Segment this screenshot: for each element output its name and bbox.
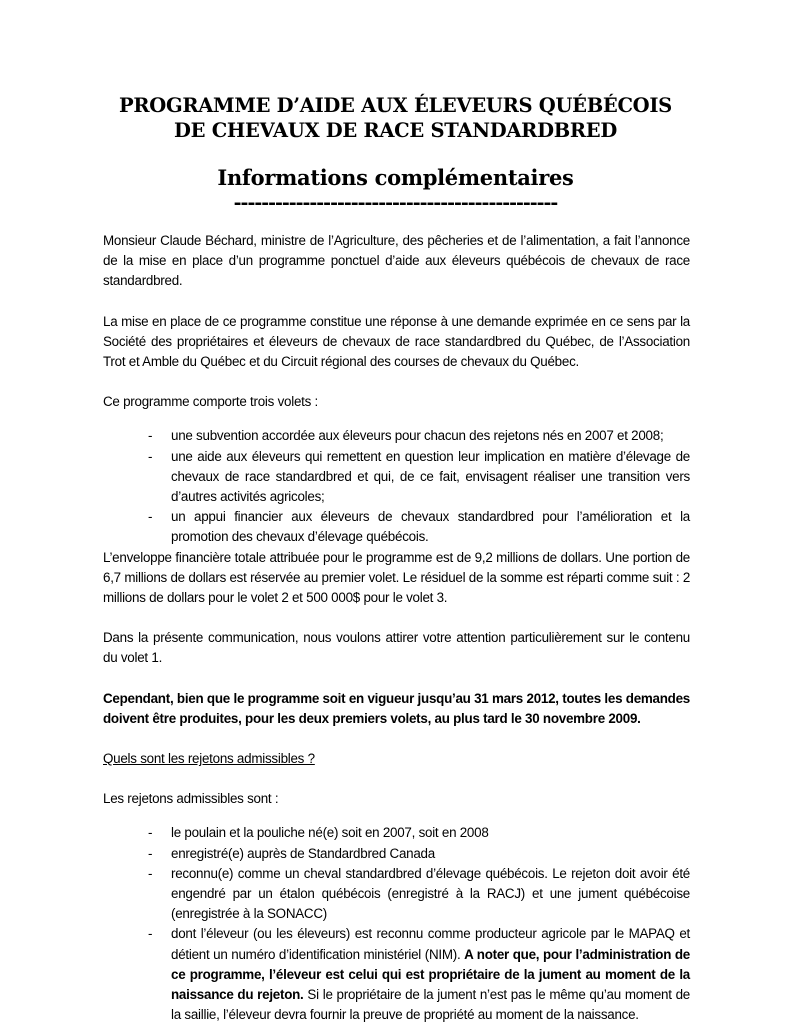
section-heading: Quels sont les rejetons admissibles ? [103,751,315,767]
subtitle: Informations complémentaires [217,165,574,190]
bullet-dash: - [148,509,153,525]
bullet-dash: - [148,448,153,464]
deadline-bold-text: Cependant, bien que le programme soit en vigueur jusqu’au 31 mars 2012, toutes les demandes doivent être produites, pour les deux premiers volets, au plus tard le 30 novembre 2009. [103,690,690,726]
list-item [103,507,690,547]
document-body [103,231,690,1026]
bullet-dash: - [148,845,153,861]
list-item-text: Si le propriétaire de la jument n’est pas le même qu’au moment de la saillie, l’éleveur devra fournir la preuve de propriété au moment de la naissance. [171,987,690,1023]
list-item-bold-text: A noter que, pour l’administration de ce programme, l’éleveur est celui qui est propriétaire de la jument au moment de la naissance du rejeton. [171,946,690,1003]
paragraph-focus: Dans la présente communication, nous voulons attirer votre attention particulièrement sur le contenu du volet 1. [103,630,690,666]
paragraph-announcement: Monsieur Claude Béchard, ministre de l’Agriculture, des pêcheries et de l’alimentation, a fait l’annonce de la mise en place d’un programme ponctuel d’aide aux éleveurs québécois de chevaux de race standardbred. [103,233,690,289]
list-item-text: enregistré(e) auprès de Standardbred Canada [171,845,435,861]
paragraph-context: La mise en place de ce programme constitue une réponse à une demande exprimée en ce sens par la Société des propriétaires et éleveurs de chevaux de race standardbred du Québec, de l’Association Trot et Amble du Québec et du Circuit régional des courses de chevaux du Québec. [103,313,690,370]
list-item-text: une subvention accordée aux éleveurs pour chacun des rejetons nés en 2007 et 2008; [171,428,664,444]
list-item-text: dont l’éleveur (ou les éleveurs) est reconnu comme producteur agricole par le MAPAQ et détient un numéro d’identification ministériel (NIM). [171,926,690,962]
list-item-text: une aide aux éleveurs qui remettent en question leur implication en matière d’élevage de chevaux de race standardbred et qui, de ce fait, envisagent réaliser une transition vers d’autres activités agricoles; [171,448,690,505]
list-item [103,844,690,864]
list-item [103,426,690,446]
list-item-text: un appui financier aux éleveurs de chevaux standardbred pour l’amélioration et la promotion des chevaux d’élevage québécois. [171,509,690,545]
bullet-dash: - [148,865,153,881]
criteria-list [103,823,690,1025]
paragraph-volets-intro: Ce programme comporte trois volets : [103,394,318,410]
title-line-1: PROGRAMME D’AIDE AUX ÉLEVEURS QUÉBÉCOIS [119,94,672,117]
paragraph-criteria-intro: Les rejetons admissibles sont : [103,791,279,807]
bullet-dash: - [148,926,153,942]
bullet-dash: - [148,825,153,841]
list-item [103,823,690,843]
bullet-dash: - [148,428,153,444]
paragraph-budget: L’enveloppe financière totale attribuée pour le programme est de 9,2 millions de dollars. Une portion de 6,7 millions de dollars est réservée au premier volet. Le résiduel de la somme est réparti comme suit : 2 millions de dollars pour le volet 2 et 500 000$ pour le volet 3. [103,549,691,606]
separator: ----------------------------------------------- [233,192,558,214]
list-item [103,864,690,925]
document-title [0,93,791,143]
list-item-text: le poulain et la pouliche né(e) soit en 2007, soit en 2008 [171,825,489,841]
list-item-text: reconnu(e) comme un cheval standardbred d’élevage québécois. Le rejeton doit avoir été engendré par un étalon québécois (enregistré à la RACJ) et une jument québécoise (enregistrée à la SONACC) [171,865,690,922]
paragraph-deadline [103,689,690,729]
list-item [103,924,690,1025]
list-item [103,447,690,508]
title-line-2: DE CHEVAUX DE RACE STANDARDBRED [174,119,617,142]
volets-list [103,426,690,547]
